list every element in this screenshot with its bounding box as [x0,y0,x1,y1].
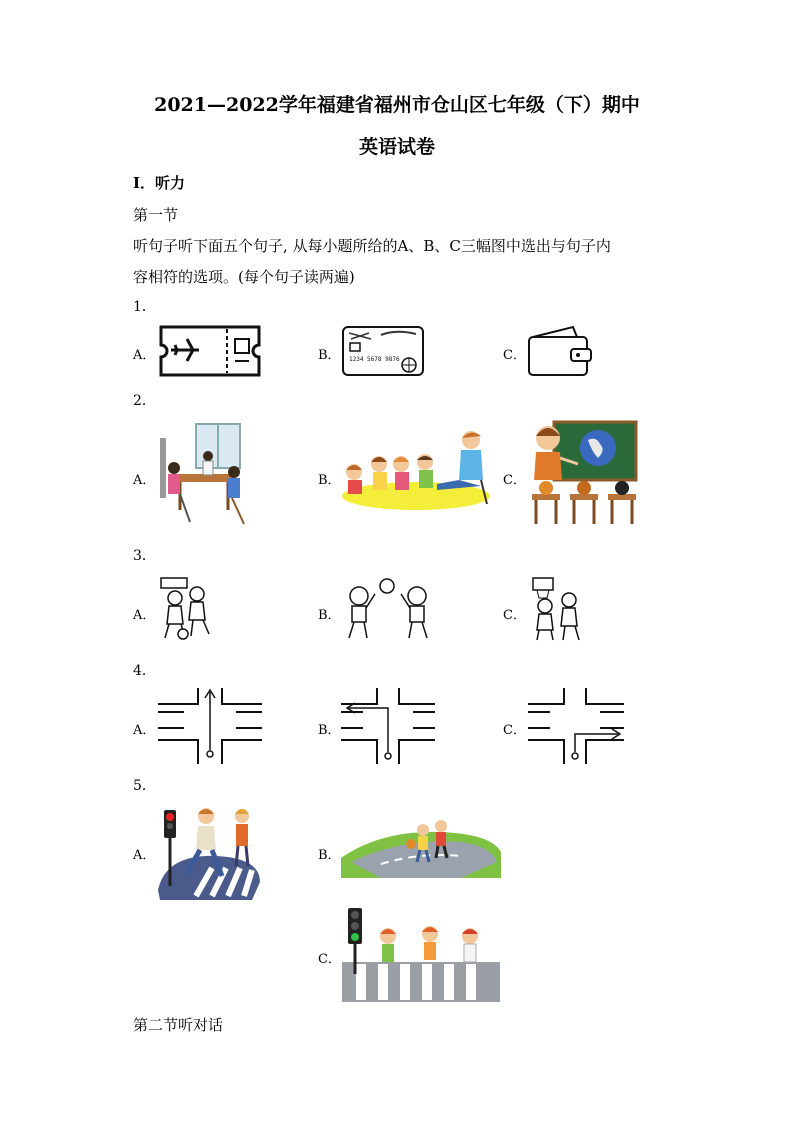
credit-card-icon[interactable] [341,325,425,377]
page-title-line1: 2021—2022学年福建省福州市仓山区七年级（下）期中 [154,94,640,116]
arrow-go-straight-icon[interactable] [158,688,262,764]
kids-playing-basketball-icon[interactable] [527,576,585,642]
question-number: 1． [133,299,156,315]
option-label: C． [503,473,526,488]
option-label: C． [503,723,526,738]
option-label: A． [133,608,156,623]
section-heading: Ⅰ．听力 [133,174,186,192]
option-label: B． [318,473,341,488]
teacher-reading-to-kids-icon[interactable] [341,430,496,512]
option-label: A． [133,473,156,488]
page-title-line2: 英语试卷 [358,136,435,158]
svg-text:1234 5678 9876: 1234 5678 9876 [349,356,400,363]
kids-cleaning-classroom-icon[interactable] [156,418,250,528]
option-label: A． [133,348,156,363]
option-label: C． [318,952,341,967]
question-number: 2． [133,393,156,409]
part-heading: 第一节 [133,206,179,224]
question-number: 3． [133,548,156,564]
option-label: B． [318,608,341,623]
boy-crossing-red-light-icon[interactable] [156,804,262,900]
question-number: 4． [133,663,156,679]
option-label: C． [503,608,526,623]
wallet-icon[interactable] [527,325,593,377]
part-heading: 第二节听对话 [133,1016,224,1034]
kids-playing-volleyball-icon[interactable] [343,578,433,642]
option-label: B． [318,848,341,863]
plane-ticket-icon[interactable] [157,325,263,377]
option-label: A． [133,723,156,738]
instruction-line-2: 容相符的选项。(每个句子读两遍) [133,268,355,286]
instruction-line-1: 听句子听下面五个句子, 从每小题所给的A、B、C三幅图中选出与句子内 [133,237,611,255]
kids-playing-on-road-icon[interactable] [341,812,501,878]
teacher-globe-lesson-icon[interactable] [526,418,638,528]
question-number: 5． [133,778,156,794]
arrow-turn-right-icon[interactable] [528,688,624,764]
option-label: B． [318,348,341,363]
option-label: B． [318,723,341,738]
arrow-turn-left-icon[interactable] [341,688,435,764]
kids-playing-soccer-icon[interactable] [157,576,215,642]
kids-crossing-green-light-icon[interactable] [342,906,500,1002]
option-label: A． [133,848,156,863]
option-label: C． [503,348,526,363]
